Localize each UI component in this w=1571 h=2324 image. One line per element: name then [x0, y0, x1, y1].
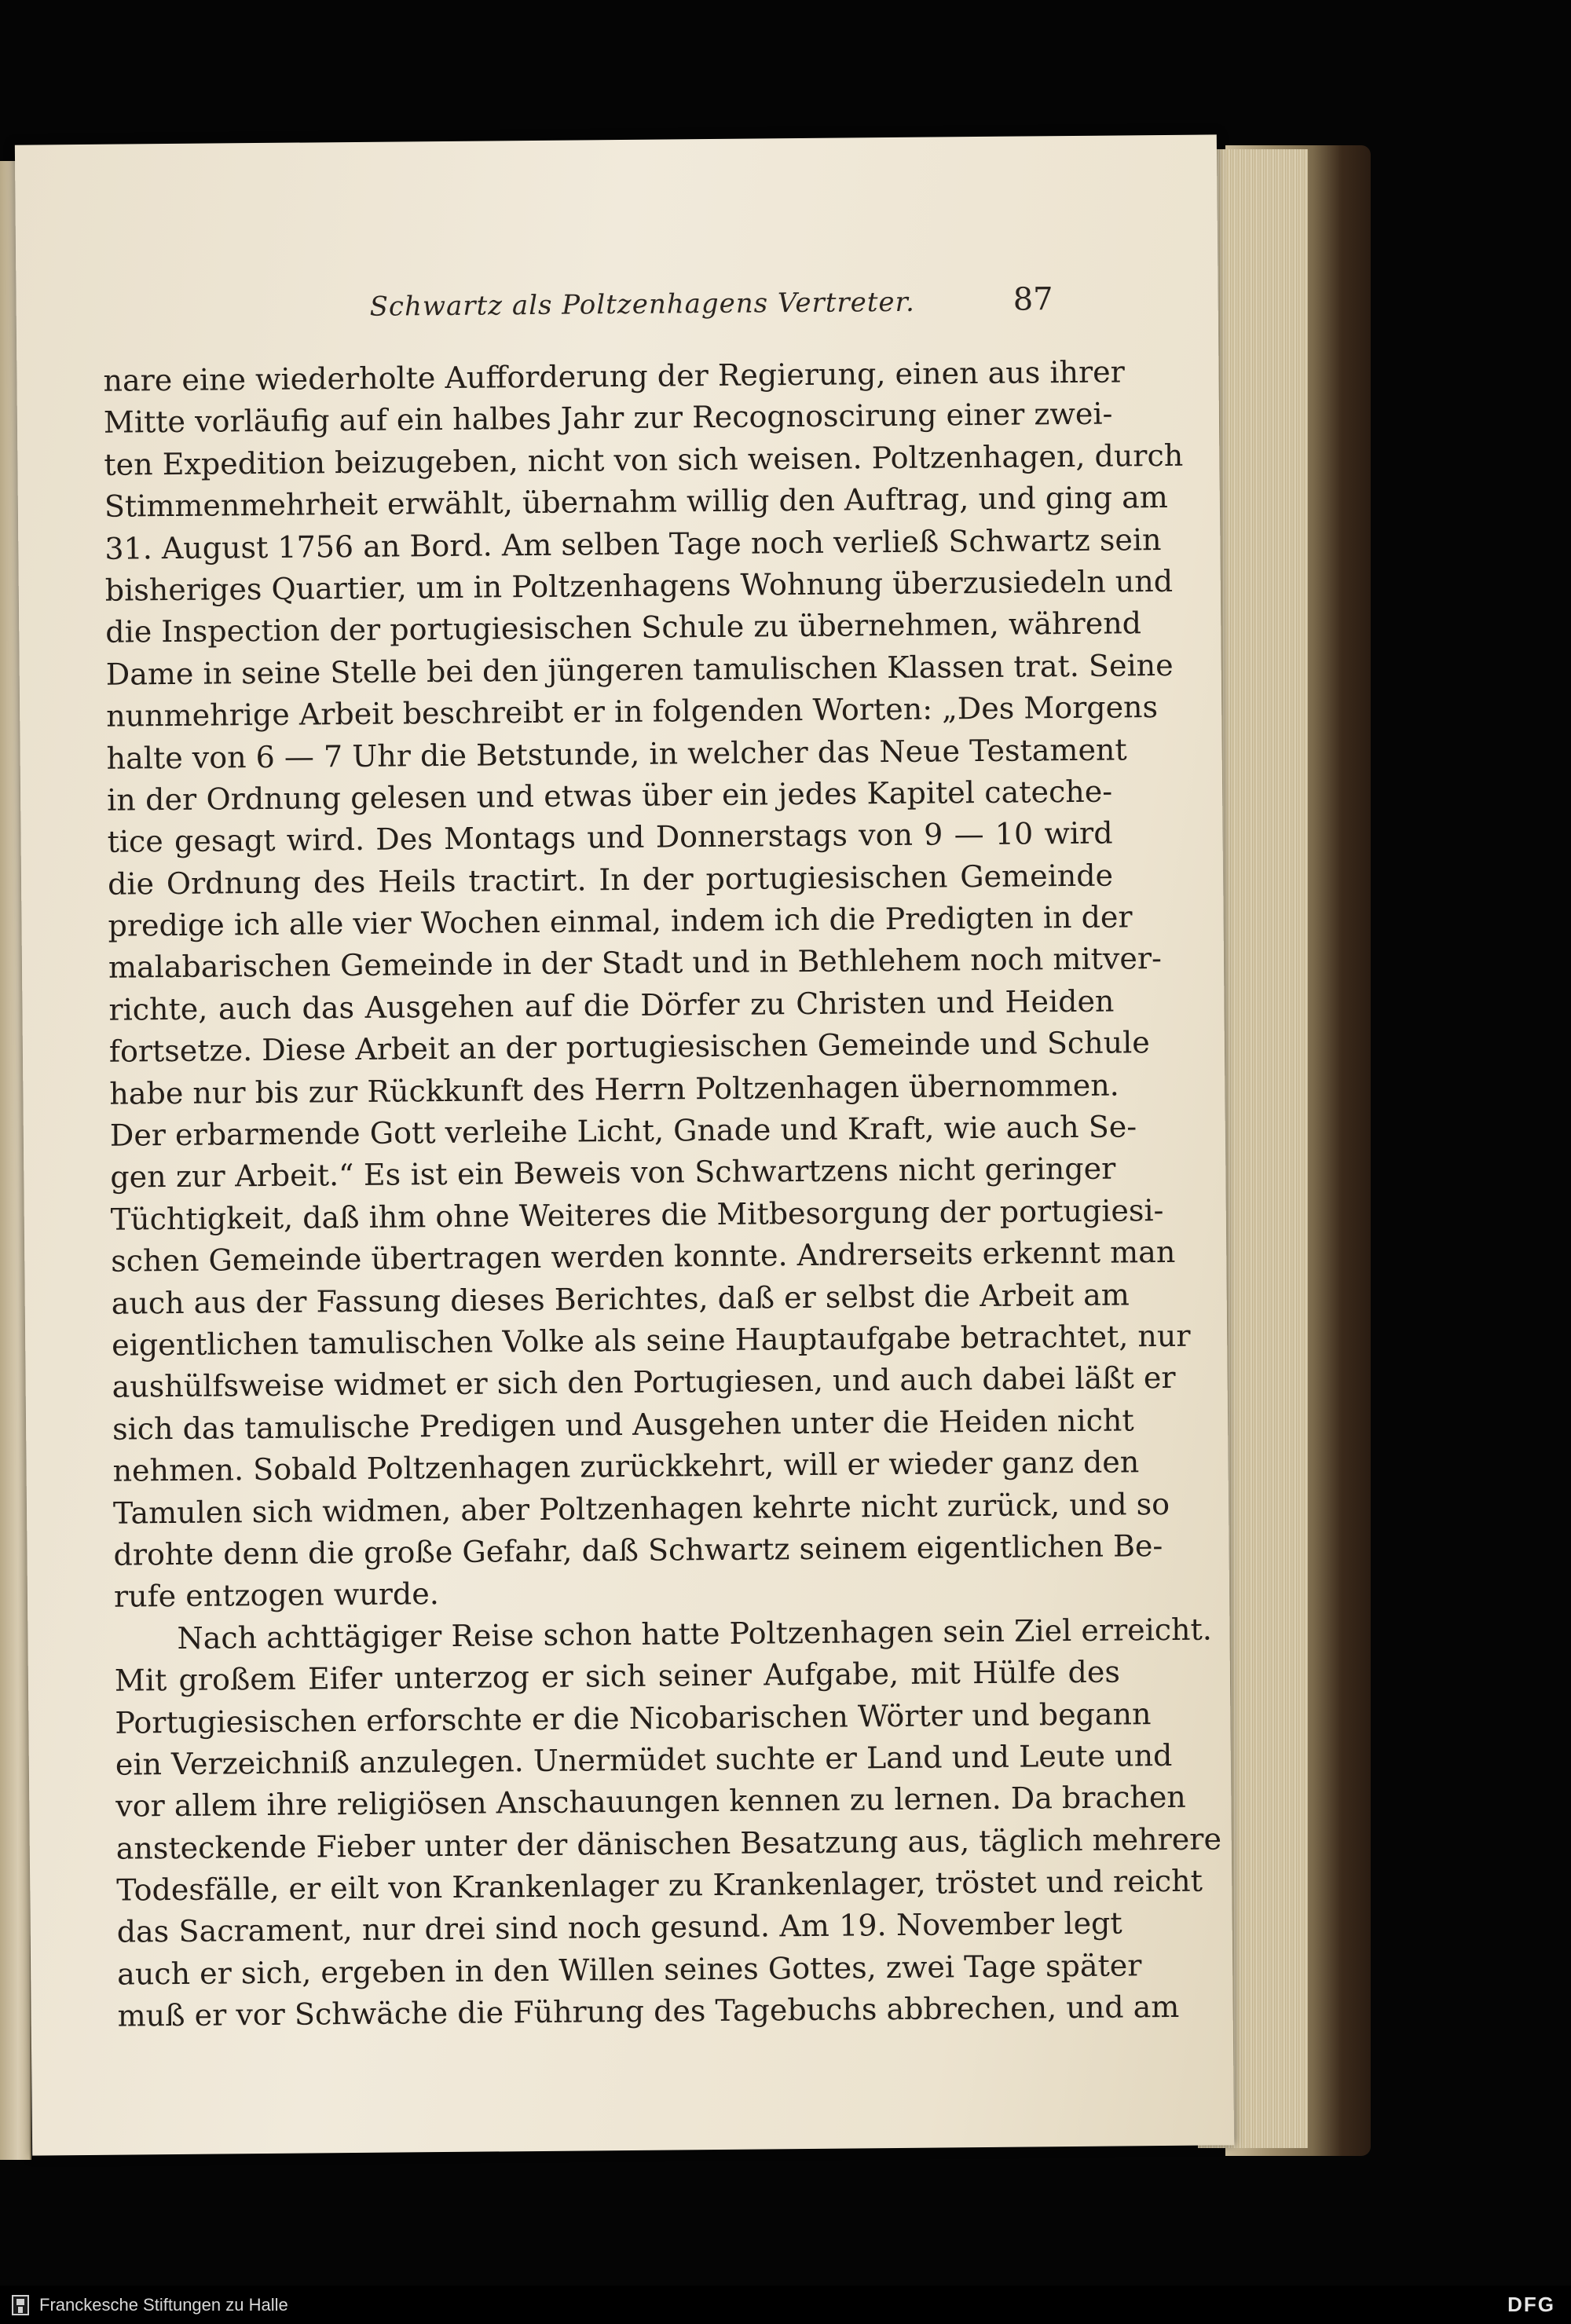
text-line: Tüchtigkeit, daß ihm ohne Weiteres die Mitbesorgung der portugiesi- — [110, 1192, 1164, 1237]
text-line: bisheriges Quartier, um in Poltzenhagens Wohnung überzusiedeln und — [104, 563, 1174, 608]
text-line: vor allem ihre religiösen Anschauungen kennen zu lernen. Da brachen — [115, 1780, 1186, 1824]
running-head — [346, 281, 1053, 324]
footer-institution — [0, 2293, 288, 2317]
text-line: ten Expedition beizugeben, nicht von sich weisen. Poltzenhagen, durch — [104, 437, 1184, 482]
text-line: habe nur bis zur Rückkunft des Herrn Poltzenhagen übernommen. — [109, 1067, 1119, 1111]
text-line: muß er vor Schwäche die Führung des Tagebuchs abbrechen, und am — [117, 1989, 1180, 2033]
text-line: rufe entzogen wurde. — [113, 1576, 439, 1615]
foundation-logo-icon — [9, 2293, 31, 2317]
text-line: eigentlichen tamulischen Volke als seine Hauptaufgabe betrachtet, nur — [112, 1318, 1191, 1363]
funder-logo: DFG — [1507, 2293, 1555, 2316]
text-line: 31. August 1756 an Bord. Am selben Tage noch verließ Schwartz sein — [104, 522, 1162, 566]
text-line: drohte denn die große Gefahr, daß Schwartz seinem eigentlichen Be- — [113, 1528, 1163, 1572]
text-line: Portugiesischen erforschte er die Nicobarischen Wörter und begann — [115, 1696, 1152, 1740]
text-line: Todesfälle, er eilt von Krankenlager zu Krankenlager, tröstet und reicht — [116, 1863, 1203, 1908]
text-line: das Sacrament, nur drei sind noch gesund. Am 19. November legt — [116, 1905, 1122, 1950]
text-line: Mitte vorläufig auf ein halbes Jahr zur Recognoscirung einer zwei- — [103, 396, 1113, 441]
text-line: ein Verzeichniß anzulegen. Unermüdet suchte er Land und Leute und — [115, 1737, 1173, 1782]
text-line: malabarischen Gemeinde in der Stadt und in Bethlehem noch mitver- — [108, 941, 1163, 986]
text-line: auch aus der Fassung dieses Berichtes, daß er selbst die Arbeit am — [111, 1276, 1130, 1321]
text-line: aushülfsweise widmet er sich den Portugiesen, und auch dabei läßt er — [112, 1360, 1176, 1405]
page-number: 87 — [1013, 281, 1053, 318]
text-line: Der erbarmende Gott verleihe Licht, Gnade und Kraft, wie auch Se- — [109, 1109, 1137, 1153]
text-line: Mit großem Eifer unterzog er sich seiner Aufgabe, mit Hülfe des — [114, 1654, 1121, 1698]
text-line: die Ordnung des Heils tractirt. In der portugiesischen Gemeinde — [107, 858, 1114, 902]
text-line: tice gesagt wird. Des Montags und Donnerstags von 9 — 10 wird — [107, 815, 1113, 860]
text-line: die Inspection der portugiesischen Schule zu übernehmen, während — [105, 606, 1142, 650]
text-line: richte, auch das Ausgehen auf die Dörfer zu Christen und Heiden — [108, 983, 1115, 1027]
running-title: Schwartz als Poltzenhagens Vertreter. — [369, 286, 916, 323]
institution-name: Franckesche Stiftungen zu Halle — [39, 2294, 288, 2315]
text-line: ansteckende Fieber unter der dänischen Besatzung aus, täglich mehrere — [115, 1821, 1222, 1866]
text-line: halte von 6 — 7 Uhr die Betstunde, in welcher das Neue Testament — [106, 731, 1127, 776]
text-line: auch er sich, ergeben in den Willen seines Gottes, zwei Tage später — [116, 1948, 1142, 1992]
page-body-text — [103, 352, 1222, 2038]
text-line: nunmehrige Arbeit beschreibt er in folgenden Worten: „Des Morgens — [106, 690, 1159, 734]
text-line: Dame in seine Stelle bei den jüngeren tamulischen Klassen trat. Seine — [105, 647, 1174, 692]
text-line: schen Gemeinde übertragen werden konnte. Andrerseits erkennt man — [111, 1235, 1176, 1279]
text-line: nehmen. Sobald Poltzenhagen zurückkehrt, will er wieder ganz den — [112, 1444, 1140, 1488]
text-line: Nach achttägiger Reise schon hatte Poltzenhagen sein Ziel erreicht. — [177, 1612, 1213, 1656]
text-line: nare eine wiederholte Aufforderung der Regierung, einen aus ihrer — [103, 354, 1125, 398]
text-line: sich das tamulische Predigen und Ausgehen unter die Heiden nicht — [112, 1403, 1134, 1447]
text-line: fortsetze. Diese Arbeit an der portugiesischen Gemeinde und Schule — [108, 1025, 1150, 1069]
text-line: Stimmenmehrheit erwählt, übernahm willig den Auftrag, und ging am — [104, 480, 1169, 524]
footer-bar — [0, 2286, 1571, 2324]
text-line: in der Ordnung gelesen und etwas über ein jedes Kapitel cateche- — [106, 774, 1113, 818]
text-line: predige ich alle vier Wochen einmal, indem ich die Predigten in der — [108, 899, 1133, 943]
text-line: Tamulen sich widmen, aber Poltzenhagen kehrte nicht zurück, und so — [112, 1486, 1170, 1531]
book-page — [15, 134, 1234, 2155]
text-line: gen zur Arbeit.“ Es ist ein Beweis von Schwartzens nicht geringer — [110, 1151, 1116, 1195]
